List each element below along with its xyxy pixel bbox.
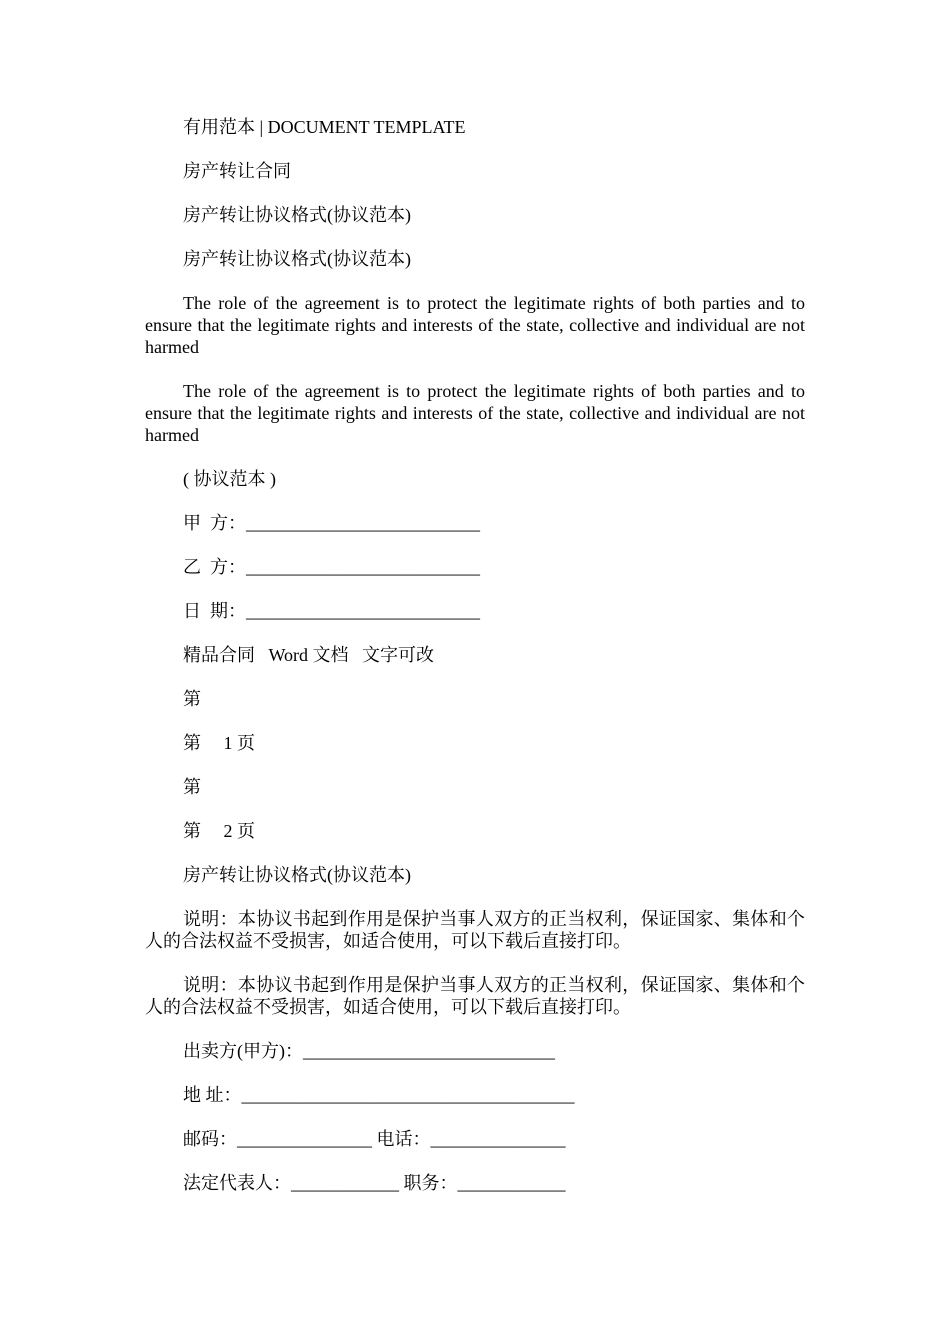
cover-label: ( 协议范本 ) (183, 469, 276, 489)
postcode-phone-field: 邮码：_______________ 电话：_______________ (183, 1129, 566, 1149)
page-label-2: 第 2 页 (183, 821, 255, 841)
party-a-field: 甲 方：__________________________ (183, 513, 480, 533)
page-label-1: 第 1 页 (183, 733, 255, 753)
party-b-field: 乙 方：__________________________ (183, 557, 480, 577)
subtitle-1: 房产转让协议格式(协议范本) (183, 205, 411, 225)
address-field: 地 址：_____________________________________ (183, 1085, 575, 1105)
document-header: 有用范本 | DOCUMENT TEMPLATE (183, 117, 466, 137)
representative-title-field: 法定代表人：____________ 职务：____________ (183, 1173, 566, 1193)
intro-paragraph-en-1: The role of the agreement is to protect the legitimate rights of both parties and to ensure that the legitimate rights and interests of the state, collective and individual are not harmed (145, 293, 805, 357)
note-paragraph-1: 说明：本协议书起到作用是保护当事人双方的正当权利，保证国家、集体和个人的合法权益不受损害，如适合使用，可以下载后直接打印。 (145, 909, 805, 951)
body-title: 房产转让协议格式(协议范本) (183, 865, 411, 885)
seller-field: 出卖方(甲方)：____________________________ (183, 1041, 555, 1061)
tagline: 精品合同 Word 文档 文字可改 (183, 645, 435, 665)
intro-paragraph-en-2: The role of the agreement is to protect the legitimate rights of both parties and to ensure that the legitimate rights and interests of the state, collective and individual are not harmed (145, 381, 805, 445)
date-field: 日 期：__________________________ (183, 601, 480, 621)
page-mark-2: 第 (183, 777, 201, 797)
subtitle-2: 房产转让协议格式(协议范本) (183, 249, 411, 269)
page-mark-1: 第 (183, 689, 201, 709)
note-paragraph-2: 说明：本协议书起到作用是保护当事人双方的正当权利，保证国家、集体和个人的合法权益不受损害，如适合使用，可以下载后直接打印。 (145, 975, 805, 1017)
document-title: 房产转让合同 (183, 161, 291, 181)
